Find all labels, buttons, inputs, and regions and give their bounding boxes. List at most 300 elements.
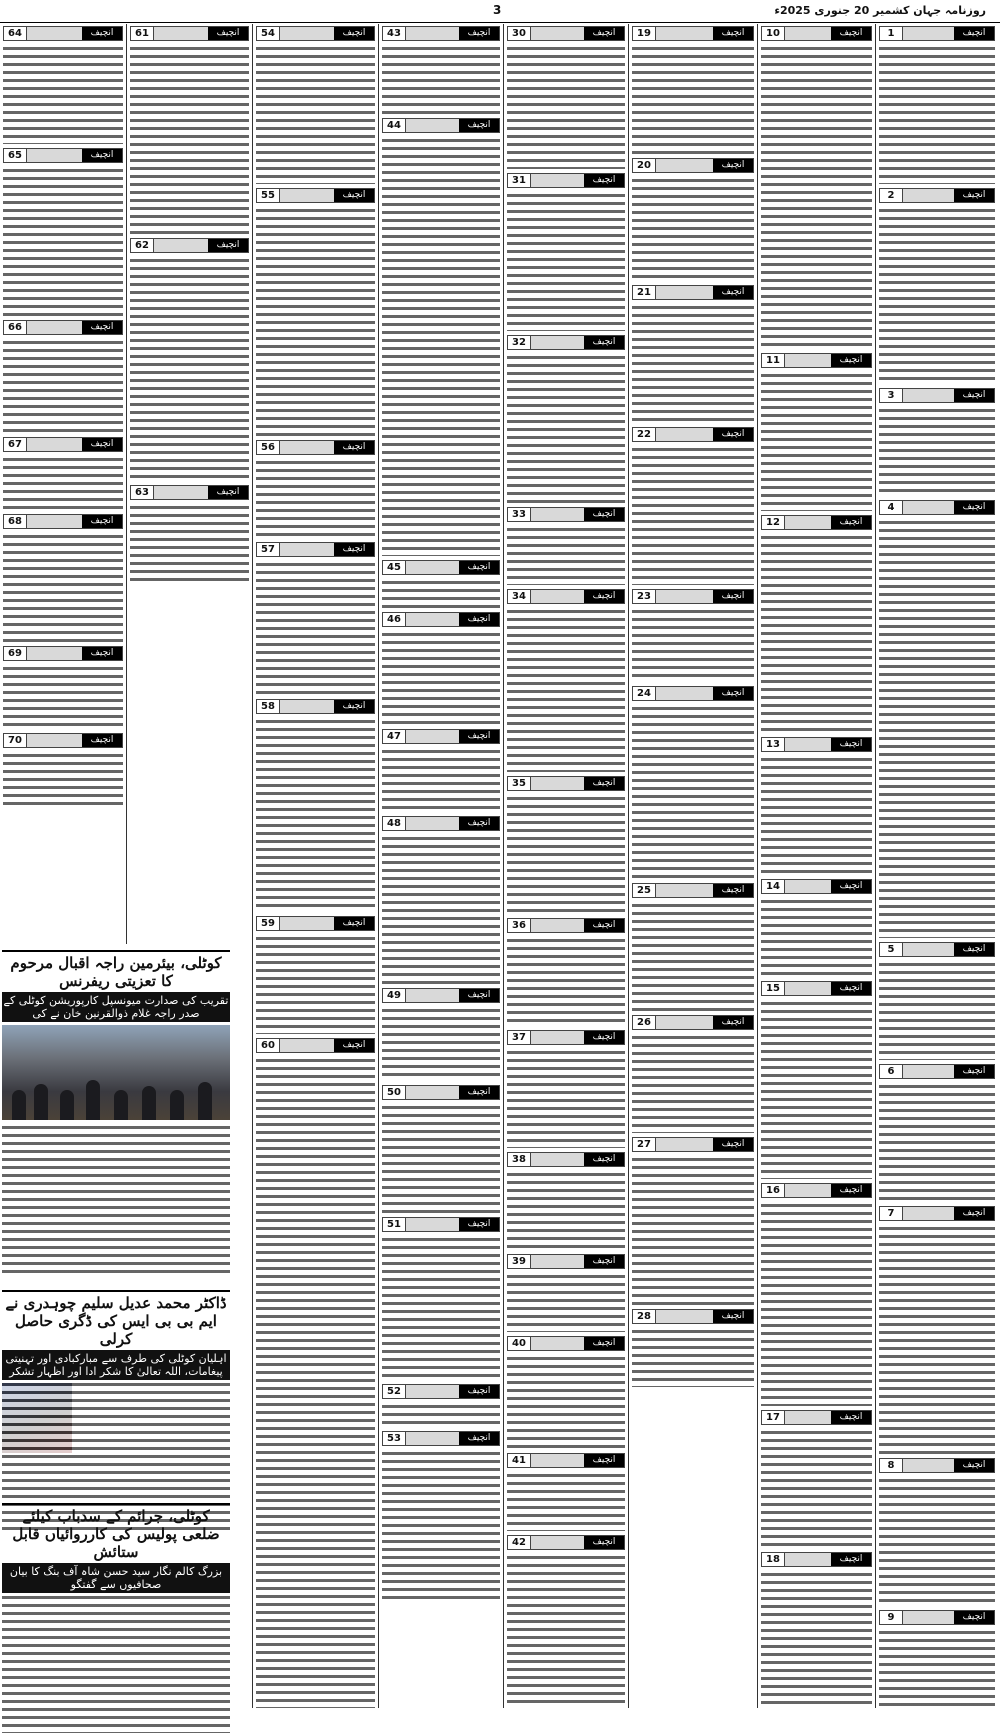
news-item — [382, 816, 500, 984]
item-tag — [3, 437, 123, 452]
item-kicker: انچیف — [459, 1218, 499, 1231]
item-tag — [3, 148, 123, 163]
article-body — [507, 525, 625, 585]
item-number: 58 — [257, 700, 280, 713]
item-number: 34 — [508, 590, 531, 603]
article-body — [761, 755, 872, 875]
item-number: 26 — [633, 1016, 656, 1029]
item-kicker: انچیف — [713, 884, 753, 897]
item-number: 22 — [633, 428, 656, 441]
news-column — [378, 24, 503, 1708]
item-tag — [879, 1206, 995, 1221]
article-body — [507, 607, 625, 772]
item-kicker: انچیف — [208, 239, 248, 252]
article-body — [3, 751, 123, 806]
article-body — [761, 533, 872, 733]
item-tag — [507, 776, 625, 791]
lead-subheadline: بزرگ کالم نگار سید حسن شاہ آف بنگ کا بیان صحافیوں سے گفتگو — [2, 1563, 230, 1593]
article-body — [256, 44, 375, 184]
item-tag — [382, 118, 500, 133]
item-number: 23 — [633, 590, 656, 603]
item-kicker: انچیف — [831, 738, 871, 751]
news-item — [507, 918, 625, 1026]
item-number: 32 — [508, 336, 531, 349]
item-tag — [761, 353, 872, 368]
item-number: 33 — [508, 508, 531, 521]
item-kicker: انچیف — [459, 613, 499, 626]
item-kicker: انچیف — [208, 27, 248, 40]
item-number: 70 — [4, 734, 27, 747]
news-item — [507, 507, 625, 585]
article-body — [3, 532, 123, 642]
item-kicker: انچیف — [584, 1255, 624, 1268]
article-body — [507, 353, 625, 503]
item-number: 12 — [762, 516, 785, 529]
article-body — [382, 1402, 500, 1427]
dateline: روزنامہ جہان کشمیر 20 جنوری 2025ء — [774, 4, 986, 17]
item-number: 47 — [383, 730, 406, 743]
item-kicker: انچیف — [459, 561, 499, 574]
news-item — [507, 1254, 625, 1332]
article-body — [3, 338, 123, 433]
article-body — [632, 303, 754, 423]
item-number: 62 — [131, 239, 154, 252]
item-number: 67 — [4, 438, 27, 451]
item-kicker: انچیف — [459, 1385, 499, 1398]
news-item — [382, 1384, 500, 1427]
news-item — [256, 542, 375, 695]
item-tag — [507, 173, 625, 188]
item-number: 44 — [383, 119, 406, 132]
item-tag — [632, 26, 754, 41]
article-body — [761, 1570, 872, 1708]
news-item — [382, 1085, 500, 1213]
item-tag — [761, 981, 872, 996]
news-item — [761, 1410, 872, 1548]
news-column — [503, 24, 628, 1708]
item-tag — [507, 1254, 625, 1269]
news-item — [3, 437, 123, 510]
item-tag — [3, 733, 123, 748]
news-item — [761, 737, 872, 875]
news-item — [632, 686, 754, 879]
item-tag — [632, 589, 754, 604]
article-body — [507, 1354, 625, 1449]
article-body — [3, 455, 123, 510]
item-number: 6 — [880, 1065, 903, 1078]
item-kicker: انچیف — [831, 516, 871, 529]
item-tag — [761, 1552, 872, 1567]
news-item — [879, 1458, 995, 1606]
article-body — [3, 44, 123, 144]
item-tag — [761, 26, 872, 41]
article-body — [879, 1476, 995, 1606]
item-kicker: انچیف — [82, 647, 122, 660]
item-kicker: انچیف — [584, 508, 624, 521]
news-item — [3, 320, 123, 433]
news-item — [507, 173, 625, 331]
item-tag — [761, 879, 872, 894]
article-body — [507, 191, 625, 331]
item-kicker: انچیف — [954, 1065, 994, 1078]
item-number: 60 — [257, 1039, 280, 1052]
lead-headline: کوٹلی، جرائم کے سدباب کیلئے ضلعی پولیس کی کارروائیاں قابل ستائش — [12, 1507, 220, 1561]
item-number: 45 — [383, 561, 406, 574]
item-kicker: انچیف — [584, 174, 624, 187]
news-item — [632, 427, 754, 585]
item-tag — [879, 388, 995, 403]
news-item — [382, 729, 500, 812]
item-kicker: انچیف — [584, 27, 624, 40]
item-kicker: انچیف — [459, 730, 499, 743]
item-tag — [507, 1030, 625, 1045]
item-number: 10 — [762, 27, 785, 40]
item-number: 14 — [762, 880, 785, 893]
item-number: 61 — [131, 27, 154, 40]
item-number: 9 — [880, 1611, 903, 1624]
item-kicker: انچیف — [831, 27, 871, 40]
item-number: 3 — [880, 389, 903, 402]
item-number: 4 — [880, 501, 903, 514]
item-number: 30 — [508, 27, 531, 40]
news-item — [879, 942, 995, 1060]
event-photo — [2, 1025, 230, 1120]
article-body — [632, 704, 754, 879]
item-kicker: انچیف — [334, 700, 374, 713]
item-number: 24 — [633, 687, 656, 700]
item-tag — [879, 1610, 995, 1625]
news-item — [632, 285, 754, 423]
news-item — [256, 440, 375, 538]
article-body — [879, 44, 995, 184]
item-number: 46 — [383, 613, 406, 626]
item-kicker: انچیف — [831, 354, 871, 367]
item-kicker: انچیف — [459, 27, 499, 40]
item-kicker: انچیف — [831, 1184, 871, 1197]
article-body — [256, 1056, 375, 1708]
item-tag — [3, 320, 123, 335]
news-item — [507, 335, 625, 503]
news-item — [3, 148, 123, 316]
item-number: 27 — [633, 1138, 656, 1151]
item-tag — [382, 612, 500, 627]
news-item — [879, 500, 995, 938]
article-body — [256, 458, 375, 538]
news-item — [879, 1064, 995, 1202]
lead-subheadline: تقریب کی صدارت میونسپل کارپوریشن کوٹلی کے صدر راجہ غلام ذوالقرنین خان نے کی — [3, 994, 229, 1020]
article-body — [632, 44, 754, 154]
item-number: 1 — [880, 27, 903, 40]
item-tag — [507, 335, 625, 350]
article-body — [382, 747, 500, 812]
item-number: 55 — [257, 189, 280, 202]
item-kicker: انچیف — [82, 734, 122, 747]
news-item — [507, 1535, 625, 1703]
news-item — [632, 158, 754, 281]
news-item — [507, 1030, 625, 1148]
news-item — [256, 1038, 375, 1708]
news-column — [126, 24, 252, 944]
news-item — [761, 879, 872, 977]
news-item — [382, 118, 500, 556]
item-kicker: انچیف — [713, 687, 753, 700]
item-kicker: انچیف — [713, 1138, 753, 1151]
news-item — [632, 589, 754, 682]
article-body — [761, 897, 872, 977]
item-kicker: انچیف — [334, 441, 374, 454]
article-body — [3, 166, 123, 316]
article-body — [632, 1155, 754, 1305]
article-body — [382, 1006, 500, 1081]
news-item — [130, 485, 249, 583]
lead-story — [2, 1503, 230, 1733]
article-body — [507, 44, 625, 169]
news-item — [507, 776, 625, 914]
news-item — [382, 988, 500, 1081]
item-kicker: انچیف — [954, 501, 994, 514]
item-tag — [507, 589, 625, 604]
news-item — [507, 26, 625, 169]
article-body — [382, 578, 500, 608]
news-item — [632, 26, 754, 154]
news-column — [628, 24, 757, 1708]
item-tag — [382, 729, 500, 744]
item-number: 7 — [880, 1207, 903, 1220]
item-kicker: انچیف — [954, 389, 994, 402]
news-item — [761, 515, 872, 733]
item-number: 2 — [880, 189, 903, 202]
article-body — [382, 136, 500, 556]
item-kicker: انچیف — [584, 590, 624, 603]
news-item — [879, 1206, 995, 1454]
item-number: 42 — [508, 1536, 531, 1549]
item-kicker: انچیف — [459, 1432, 499, 1445]
lead-subheadline: اہلیان کوٹلی کی طرف سے مبارکبادی اور تہنیتی پیغامات، اللہ تعالیٰ کا شکر ادا اور اظہار تشکر — [2, 1350, 230, 1380]
article-body — [3, 664, 123, 729]
item-kicker: انچیف — [459, 119, 499, 132]
item-kicker: انچیف — [82, 515, 122, 528]
article-body — [130, 44, 249, 234]
article-body — [2, 1593, 230, 1733]
item-tag — [382, 1085, 500, 1100]
item-tag — [632, 158, 754, 173]
news-item — [507, 589, 625, 772]
item-tag — [130, 238, 249, 253]
item-number: 11 — [762, 354, 785, 367]
item-kicker: انچیف — [334, 27, 374, 40]
item-number: 64 — [4, 27, 27, 40]
news-item — [256, 699, 375, 912]
item-number: 51 — [383, 1218, 406, 1231]
item-tag — [761, 1183, 872, 1198]
news-item — [3, 646, 123, 729]
article-body — [507, 794, 625, 914]
item-number: 17 — [762, 1411, 785, 1424]
article-body — [256, 560, 375, 695]
item-kicker: انچیف — [82, 321, 122, 334]
news-item — [761, 26, 872, 349]
item-tag — [130, 485, 249, 500]
article-body — [879, 960, 995, 1060]
news-column — [0, 24, 126, 944]
news-item — [507, 1336, 625, 1449]
news-item — [3, 514, 123, 642]
item-number: 68 — [4, 515, 27, 528]
item-number: 54 — [257, 27, 280, 40]
item-tag — [632, 686, 754, 701]
item-tag — [256, 916, 375, 931]
item-kicker: انچیف — [954, 1459, 994, 1472]
item-kicker: انچیف — [713, 159, 753, 172]
article-body — [632, 1327, 754, 1387]
item-kicker: انچیف — [584, 919, 624, 932]
item-tag — [632, 427, 754, 442]
article-body — [382, 44, 500, 114]
news-column — [757, 24, 875, 1708]
item-kicker: انچیف — [831, 982, 871, 995]
item-number: 37 — [508, 1031, 531, 1044]
article-body — [256, 934, 375, 1034]
article-body — [632, 1033, 754, 1133]
article-body — [761, 999, 872, 1179]
news-item — [130, 26, 249, 234]
article-body — [256, 206, 375, 436]
item-kicker: انچیف — [954, 189, 994, 202]
article-body — [507, 1553, 625, 1703]
item-tag — [382, 26, 500, 41]
item-number: 59 — [257, 917, 280, 930]
item-tag — [256, 542, 375, 557]
item-tag — [879, 188, 995, 203]
item-tag — [382, 816, 500, 831]
item-tag — [382, 988, 500, 1003]
article-body — [507, 936, 625, 1026]
item-number: 21 — [633, 286, 656, 299]
item-number: 20 — [633, 159, 656, 172]
item-tag — [256, 699, 375, 714]
item-number: 25 — [633, 884, 656, 897]
item-tag — [507, 918, 625, 933]
item-kicker: انچیف — [831, 1553, 871, 1566]
article-body — [632, 176, 754, 281]
item-tag — [256, 1038, 375, 1053]
item-number: 15 — [762, 982, 785, 995]
news-item — [507, 1152, 625, 1250]
item-number: 63 — [131, 486, 154, 499]
item-kicker: انچیف — [713, 27, 753, 40]
item-kicker: انچیف — [584, 777, 624, 790]
article-body — [382, 1449, 500, 1599]
item-tag — [761, 515, 872, 530]
item-tag — [632, 1309, 754, 1324]
article-body — [761, 1201, 872, 1406]
item-kicker: انچیف — [954, 943, 994, 956]
item-tag — [3, 646, 123, 661]
item-kicker: انچیف — [208, 486, 248, 499]
item-number: 41 — [508, 1454, 531, 1467]
news-item — [3, 26, 123, 144]
item-tag — [382, 1217, 500, 1232]
masthead — [0, 0, 1000, 23]
item-kicker: انچیف — [831, 880, 871, 893]
news-item — [382, 560, 500, 608]
item-tag — [632, 883, 754, 898]
item-kicker: انچیف — [713, 590, 753, 603]
article-body — [632, 901, 754, 1011]
item-number: 50 — [383, 1086, 406, 1099]
item-kicker: انچیف — [713, 286, 753, 299]
article-body — [382, 1103, 500, 1213]
item-kicker: انچیف — [954, 1207, 994, 1220]
lead-story — [2, 950, 230, 1278]
article-body — [507, 1272, 625, 1332]
news-item — [879, 388, 995, 496]
article-body — [879, 1628, 995, 1708]
item-kicker: انچیف — [831, 1411, 871, 1424]
item-number: 38 — [508, 1153, 531, 1166]
news-item — [761, 1552, 872, 1708]
item-kicker: انچیف — [584, 1031, 624, 1044]
article-body — [761, 44, 872, 349]
item-kicker: انچیف — [584, 1536, 624, 1549]
item-tag — [256, 440, 375, 455]
item-tag — [507, 507, 625, 522]
item-kicker: انچیف — [584, 1454, 624, 1467]
item-kicker: انچیف — [334, 1039, 374, 1052]
item-number: 8 — [880, 1459, 903, 1472]
news-item — [879, 26, 995, 184]
item-kicker: انچیف — [713, 1310, 753, 1323]
article-body — [507, 1048, 625, 1148]
news-column — [875, 24, 998, 1708]
news-item — [382, 1217, 500, 1380]
news-item — [256, 916, 375, 1034]
news-column — [252, 24, 378, 1708]
news-item — [382, 26, 500, 114]
item-number: 65 — [4, 149, 27, 162]
lead-headline: ڈاکٹر محمد عدیل سلیم چوہدری نے ایم بی بی ایس کی ڈگری حاصل کرلی — [5, 1294, 227, 1348]
item-number: 5 — [880, 943, 903, 956]
item-number: 35 — [508, 777, 531, 790]
item-tag — [879, 1458, 995, 1473]
item-tag — [256, 188, 375, 203]
item-number: 16 — [762, 1184, 785, 1197]
item-kicker: انچیف — [334, 917, 374, 930]
item-number: 56 — [257, 441, 280, 454]
item-tag — [382, 560, 500, 575]
item-kicker: انچیف — [82, 438, 122, 451]
news-item — [761, 1183, 872, 1406]
news-item — [3, 733, 123, 806]
item-tag — [879, 500, 995, 515]
item-tag — [632, 1015, 754, 1030]
news-item — [382, 612, 500, 725]
news-item — [382, 1431, 500, 1599]
item-kicker: انچیف — [584, 1337, 624, 1350]
item-number: 52 — [383, 1385, 406, 1398]
item-number: 43 — [383, 27, 406, 40]
news-item — [879, 1610, 995, 1708]
item-tag — [507, 1336, 625, 1351]
article-body — [382, 834, 500, 984]
news-item — [632, 1015, 754, 1133]
item-number: 18 — [762, 1553, 785, 1566]
article-body — [879, 518, 995, 938]
article-body — [507, 1170, 625, 1250]
article-body — [2, 1123, 230, 1278]
item-tag — [3, 26, 123, 41]
item-tag — [507, 1453, 625, 1468]
